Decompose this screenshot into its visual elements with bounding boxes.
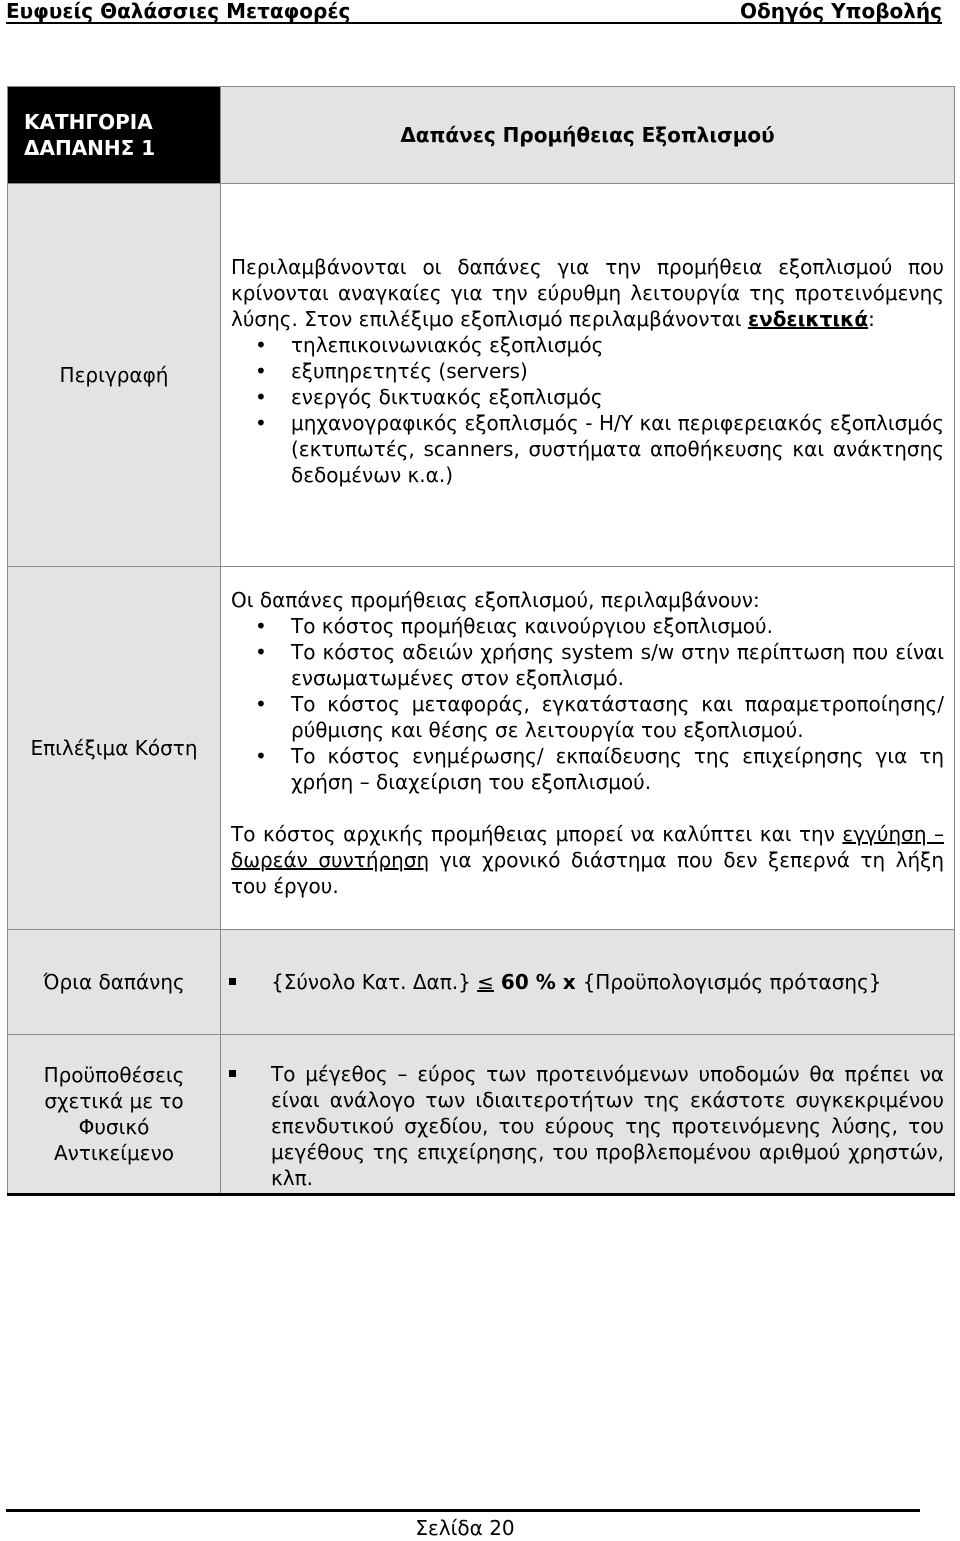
description-content: [221, 184, 955, 567]
closing-text-underlined: εγγύηση – δωρεάν συντήρηση: [231, 822, 944, 872]
category-label-cell: [8, 87, 221, 184]
conditions-content: [221, 1035, 955, 1195]
eligible-intro: Οι δαπάνες προμήθειας εξοπλισμού, περιλαμβάνουν:: [231, 588, 760, 612]
list-item: • Το κόστος ενημέρωσης/ εκπαίδευσης της επιχείρησης για τη χρήση – διαχείριση του εξοπλισμού.: [221, 743, 944, 795]
header-left-title: Ευφυείς Θαλάσσιες Μεταφορές: [6, 0, 351, 23]
category-line-1: ΚΑΤΗΓΟΡΙΑ: [24, 110, 153, 134]
list-item: • τηλεπικοινωνιακός εξοπλισμός: [221, 332, 944, 358]
description-intro: Περιλαμβάνονται οι δαπάνες για την προμήθεια εξοπλισμού που κρίνονται αναγκαίες για την εύρυθμη λειτουργία της προτεινόμενης λύσης. Στον επιλέξιμο εξοπλισμό περιλαμβάνονται: [231, 255, 944, 331]
list-item: • Το κόστος αδειών χρήσης system s/w στην περίπτωση που είναι ενσωματωμένες στον εξοπλισμό.: [221, 639, 944, 691]
limits-row: [8, 930, 955, 1035]
category-line-2: ΔΑΠΑΝΗΣ 1: [24, 136, 156, 160]
list-item: • μηχανογραφικός εξοπλισμός - Η/Υ και περιφερειακός εξοπλισμός (εκτυπωτές, scanners, συστήματα αποθήκευσης και ανάκτησης δεδομένων κ.α.): [221, 410, 944, 488]
eligible-costs-label: Επιλέξιμα Κόστη: [8, 567, 221, 930]
limits-label: Όρια δαπάνης: [8, 930, 221, 1035]
description-label: Περιγραφή: [8, 184, 221, 567]
description-intro-tail: :: [868, 307, 875, 331]
page-header: [6, 0, 942, 24]
description-row: [8, 184, 955, 567]
conditions-label-line-2: σχετικά με το: [44, 1089, 184, 1113]
limits-content: [221, 930, 955, 1035]
closing-text-end: για χρονικό διάστημα που δεν ξεπερνά τη λήξη του έργου.: [231, 848, 944, 898]
eligible-costs-content: [221, 567, 955, 930]
page-number: Σελίδα 20: [415, 1516, 515, 1540]
limits-percentage: 60 % x: [493, 970, 583, 994]
limits-part-1: {Σύνολο Κατ. Δαπ.}: [271, 970, 478, 994]
footer-rule: [6, 1509, 920, 1512]
limits-part-3: {Προϋπολογισμός πρότασης}: [582, 970, 882, 994]
header-right-title: Οδηγός Υποβολής: [739, 0, 942, 23]
list-item: • Το κόστος μεταφοράς, εγκατάστασης και παραμετροποίησης/ ρύθμισης και θέσης σε λειτουργία του εξοπλισμού.: [221, 691, 944, 743]
conditions-label: [8, 1035, 221, 1195]
list-item: • εξυπηρετητές (servers): [221, 358, 944, 384]
category-title: Δαπάνες Προμήθειας Εξοπλισμού: [221, 87, 955, 184]
eligible-costs-row: [8, 567, 955, 930]
conditions-label-line-1: Προϋποθέσεις: [43, 1063, 185, 1087]
conditions-label-line-3: Φυσικό: [78, 1115, 150, 1139]
conditions-label-line-4: Αντικείμενο: [54, 1141, 174, 1165]
list-item: • Το κόστος προμήθειας καινούργιου εξοπλισμού.: [221, 613, 944, 639]
limits-symbol: ≤: [477, 970, 494, 994]
closing-text-start: Το κόστος αρχικής προμήθειας μπορεί να καλύπτει και την: [231, 822, 843, 846]
eligible-closing: [221, 821, 954, 909]
expense-category-table: [7, 86, 955, 1196]
description-intro-emphasis: ενδεικτικά: [747, 307, 869, 331]
table-header-row: [8, 87, 955, 184]
list-item: • ενεργός δικτυακός εξοπλισμός: [221, 384, 944, 410]
conditions-text: Το μέγεθος – εύρος των προτεινόμενων υποδομών θα πρέπει να είναι ανάλογο των ιδιαιτεροτήτων της εκάστοτε συγκεκριμένου επενδυτικού σχεδίου, του εύρους της προτεινόμενης λύσης, του μεγέθους της επιχείρησης, του προβλεπομένου αριθμού χρηστών, κλπ.: [221, 1061, 944, 1191]
conditions-row: [8, 1035, 955, 1195]
